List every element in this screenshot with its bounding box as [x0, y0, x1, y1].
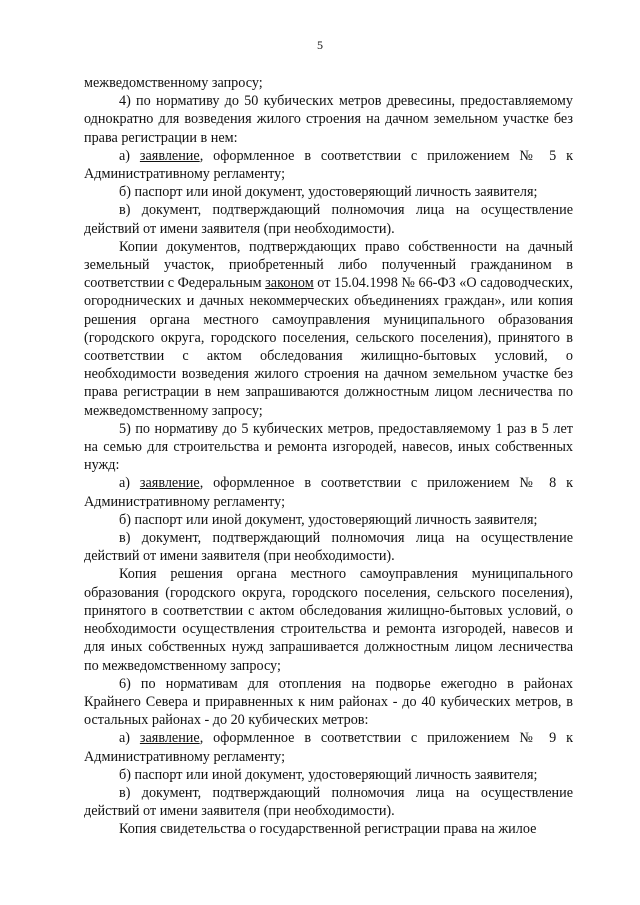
paragraph: 4) по нормативу до 50 кубических метров древесины, предоставляемому однократно для возведения жилого строения на дачном земельном участке без права регистрации в нем: — [84, 93, 573, 146]
text: Копии документов, подтверждающих право собственности на дачный земельный участок, приобретенный либо полученный гражданином в соответствии с Федеральным — [84, 238, 573, 292]
document-body — [84, 74, 573, 839]
text: а) — [119, 147, 140, 164]
paragraph: в) документ, подтверждающий полномочия лица на осуществление действий от имени заявителя (при необходимости). — [84, 202, 573, 237]
paragraph — [84, 238, 573, 420]
text: , оформленное в соответствии с приложением № 5 к Административному регламенту; — [84, 147, 573, 183]
statement-link[interactable]: заявление — [139, 730, 200, 747]
text: а) — [119, 475, 140, 492]
paragraph — [84, 474, 573, 510]
paragraph: межведомственному запросу; — [84, 75, 263, 91]
paragraph: 5) по нормативу до 5 кубических метров, предоставляемому 1 раз в 5 лет на семью для строительства и ремонта изгородей, навесов, иных собственных нужд: — [84, 420, 573, 474]
paragraph — [84, 729, 573, 765]
paragraph: б) паспорт или иной документ, удостоверяющий личность заявителя; — [119, 511, 538, 528]
paragraph: в) документ, подтверждающий полномочия лица на осуществление действий от имени заявителя (при необходимости). — [84, 530, 573, 565]
paragraph: Копия решения органа местного самоуправления муниципального образования (городского округа, городского поселения, сельского поселения), принятого в соответствии с актом обследования жилищно-бытовых условий, о необходимости осуществления строительства и ремонта изгородей, навесов и для иных собственных нужд запрашивается должностным лицом лесничества по межведомственному запросу; — [84, 566, 573, 674]
text: , оформленное в соответствии с приложением № 8 к Административному регламенту; — [84, 475, 573, 510]
paragraph: 6) по нормативам для отопления на подворье ежегодно в районах Крайнего Севера и приравненных к ним районах - до 40 кубических метров, в остальных районах - до 20 кубических метров: — [84, 675, 573, 729]
paragraph: Копия свидетельства о государственной регистрации права на жилое — [119, 821, 537, 838]
page-number: 5 — [317, 38, 323, 52]
paragraph: б) паспорт или иной документ, удостоверяющий личность заявителя; — [119, 766, 538, 783]
text: , оформленное в соответствии с приложением № 9 к Административному регламенту; — [84, 730, 573, 765]
paragraph: в) документ, подтверждающий полномочия лица на осуществление действий от имени заявителя (при необходимости). — [84, 784, 573, 820]
statement-link[interactable]: заявление — [139, 147, 200, 164]
law-link[interactable]: законом — [265, 275, 314, 292]
paragraph — [84, 147, 573, 183]
text: от 15.04.1998 № 66-ФЗ «О садоводческих, огороднических и дачных некоммерческих объединениях граждан», или копия решения органа местного самоуправления муниципального образования (городского округа, городского поселения, сельского поселения), принятого в соответствии с актом обследования жилищно-бытовых условий, о необходимости возведения жилого строения на дачном земельном участке без права регистрации в нем запрашиваются должностным лицом лесничества по межведомственному запросу; — [84, 275, 573, 419]
statement-link[interactable]: заявление — [139, 475, 200, 492]
paragraph: б) паспорт или иной документ, удостоверяющий личность заявителя; — [119, 184, 538, 201]
text: а) — [119, 730, 140, 747]
